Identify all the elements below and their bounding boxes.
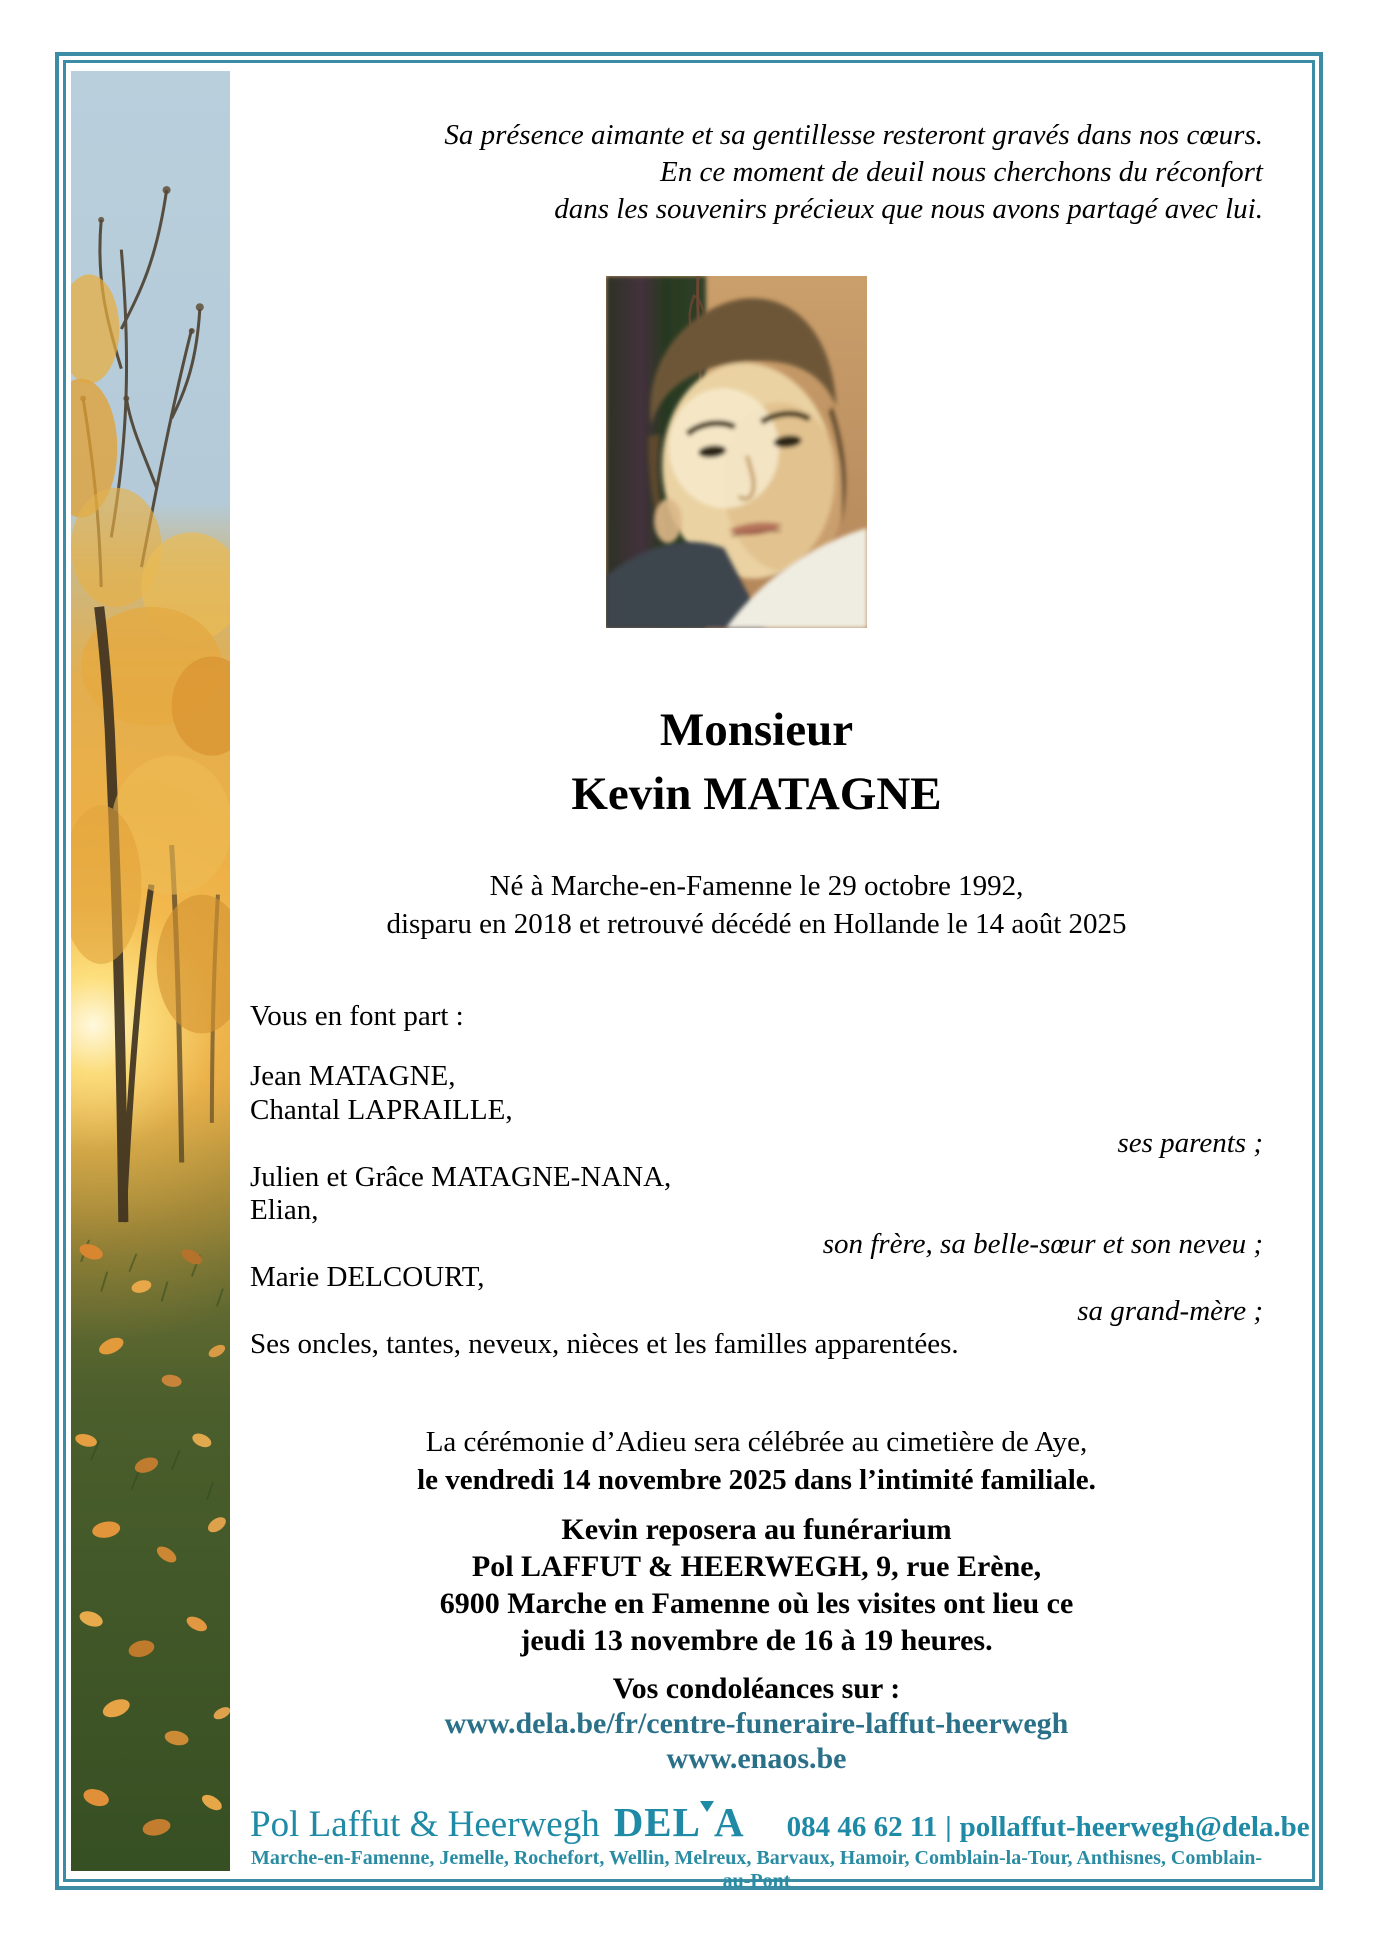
funerarium-line: jeudi 13 novembre de 16 à 19 heures. [520,1624,993,1657]
footer-separator: | [945,1811,952,1843]
autumn-photo [71,71,230,1871]
dela-logo-mark-icon [700,1801,714,1812]
family-member: Chantal LAPRAILLE, [250,1093,513,1126]
footer-contact [787,1811,1310,1843]
funerarium-line: Kevin reposera au funérarium [561,1513,952,1546]
branch-towns: Marche-en-Famenne, Jemelle, Rochefort, Wellin, Melreux, Barvaux, Hamoir, Comblain-la-Tour, Anthisnes, Comblain-au-Pont [250,1847,1263,1892]
condolences-link-enaos[interactable]: www.enaos.be [666,1742,847,1775]
email-address: pollaffut-heerwegh@dela.be [959,1811,1310,1843]
dela-logo-prefix: DEL [613,1799,702,1845]
title-salutation: Monsieur [659,704,854,756]
family-closing: Ses oncles, tantes, neveux, nièces et les familles apparentées. [250,1328,959,1360]
ceremony-line: La cérémonie d’Adieu sera célébrée au cimetière de Aye, [425,1426,1088,1458]
dela-logo [614,1799,745,1845]
funeral-home-footer [250,1798,1310,1846]
family-relation: son frère, sa belle-sœur et son neveu ; [822,1227,1263,1260]
frame-inner [63,60,1315,1892]
family-relation: ses parents ; [1117,1127,1263,1159]
epigraph-line: dans les souvenirs précieux que nous avons partagé avec lui. [554,193,1263,225]
family-relation: sa grand-mère ; [1077,1294,1263,1327]
death-line: disparu en 2018 et retrouvé décédé en Hollande le 14 août 2025 [386,908,1127,940]
portrait-art [606,276,867,628]
family-member: Julien et Grâce MATAGNE-NANA, [250,1160,672,1193]
epigraph-line: En ce moment de deuil nous cherchons du réconfort [660,156,1263,188]
page-title [250,698,1263,826]
family-member: Elian, [250,1194,319,1226]
epigraph [250,117,1263,228]
phone-number: 084 46 62 11 [786,1811,938,1843]
autumn-photo-art [71,71,230,1871]
portrait-photo [606,276,867,628]
funerarium-info [250,1511,1263,1659]
funeral-home-name: Pol Laffut & Heerwegh [250,1804,600,1845]
condolences-link-dela[interactable]: www.dela.be/fr/centre-funeraire-laffut-heerwegh [444,1707,1069,1740]
deceased-name: Kevin MATAGNE [571,768,942,820]
decorative-frame [55,52,1323,1890]
funerarium-line: Pol LAFFUT & HEERWEGH, 9, rue Erène, [471,1550,1042,1583]
ceremony-date-line: le vendredi 14 novembre 2025 dans l’intimité familiale. [417,1464,1096,1496]
birth-line: Né à Marche-en-Famenne le 29 octobre 1992, [489,870,1024,902]
condolences [250,1671,1263,1776]
family-list [250,1060,1263,1362]
family-member: Marie DELCOURT, [250,1261,485,1293]
dela-logo-suffix: A [714,1799,745,1845]
funerarium-line: 6900 Marche en Famenne où les visites ont lieu ce [439,1587,1074,1620]
family-intro: Vous en font part : [250,1000,464,1032]
epigraph-line: Sa présence aimante et sa gentillesse resteront gravés dans nos cœurs. [444,119,1263,151]
ceremony-info [250,1423,1263,1499]
life-dates [250,867,1263,943]
condolences-label: Vos condoléances sur : [612,1672,901,1705]
family-member: Jean MATAGNE, [250,1060,456,1092]
